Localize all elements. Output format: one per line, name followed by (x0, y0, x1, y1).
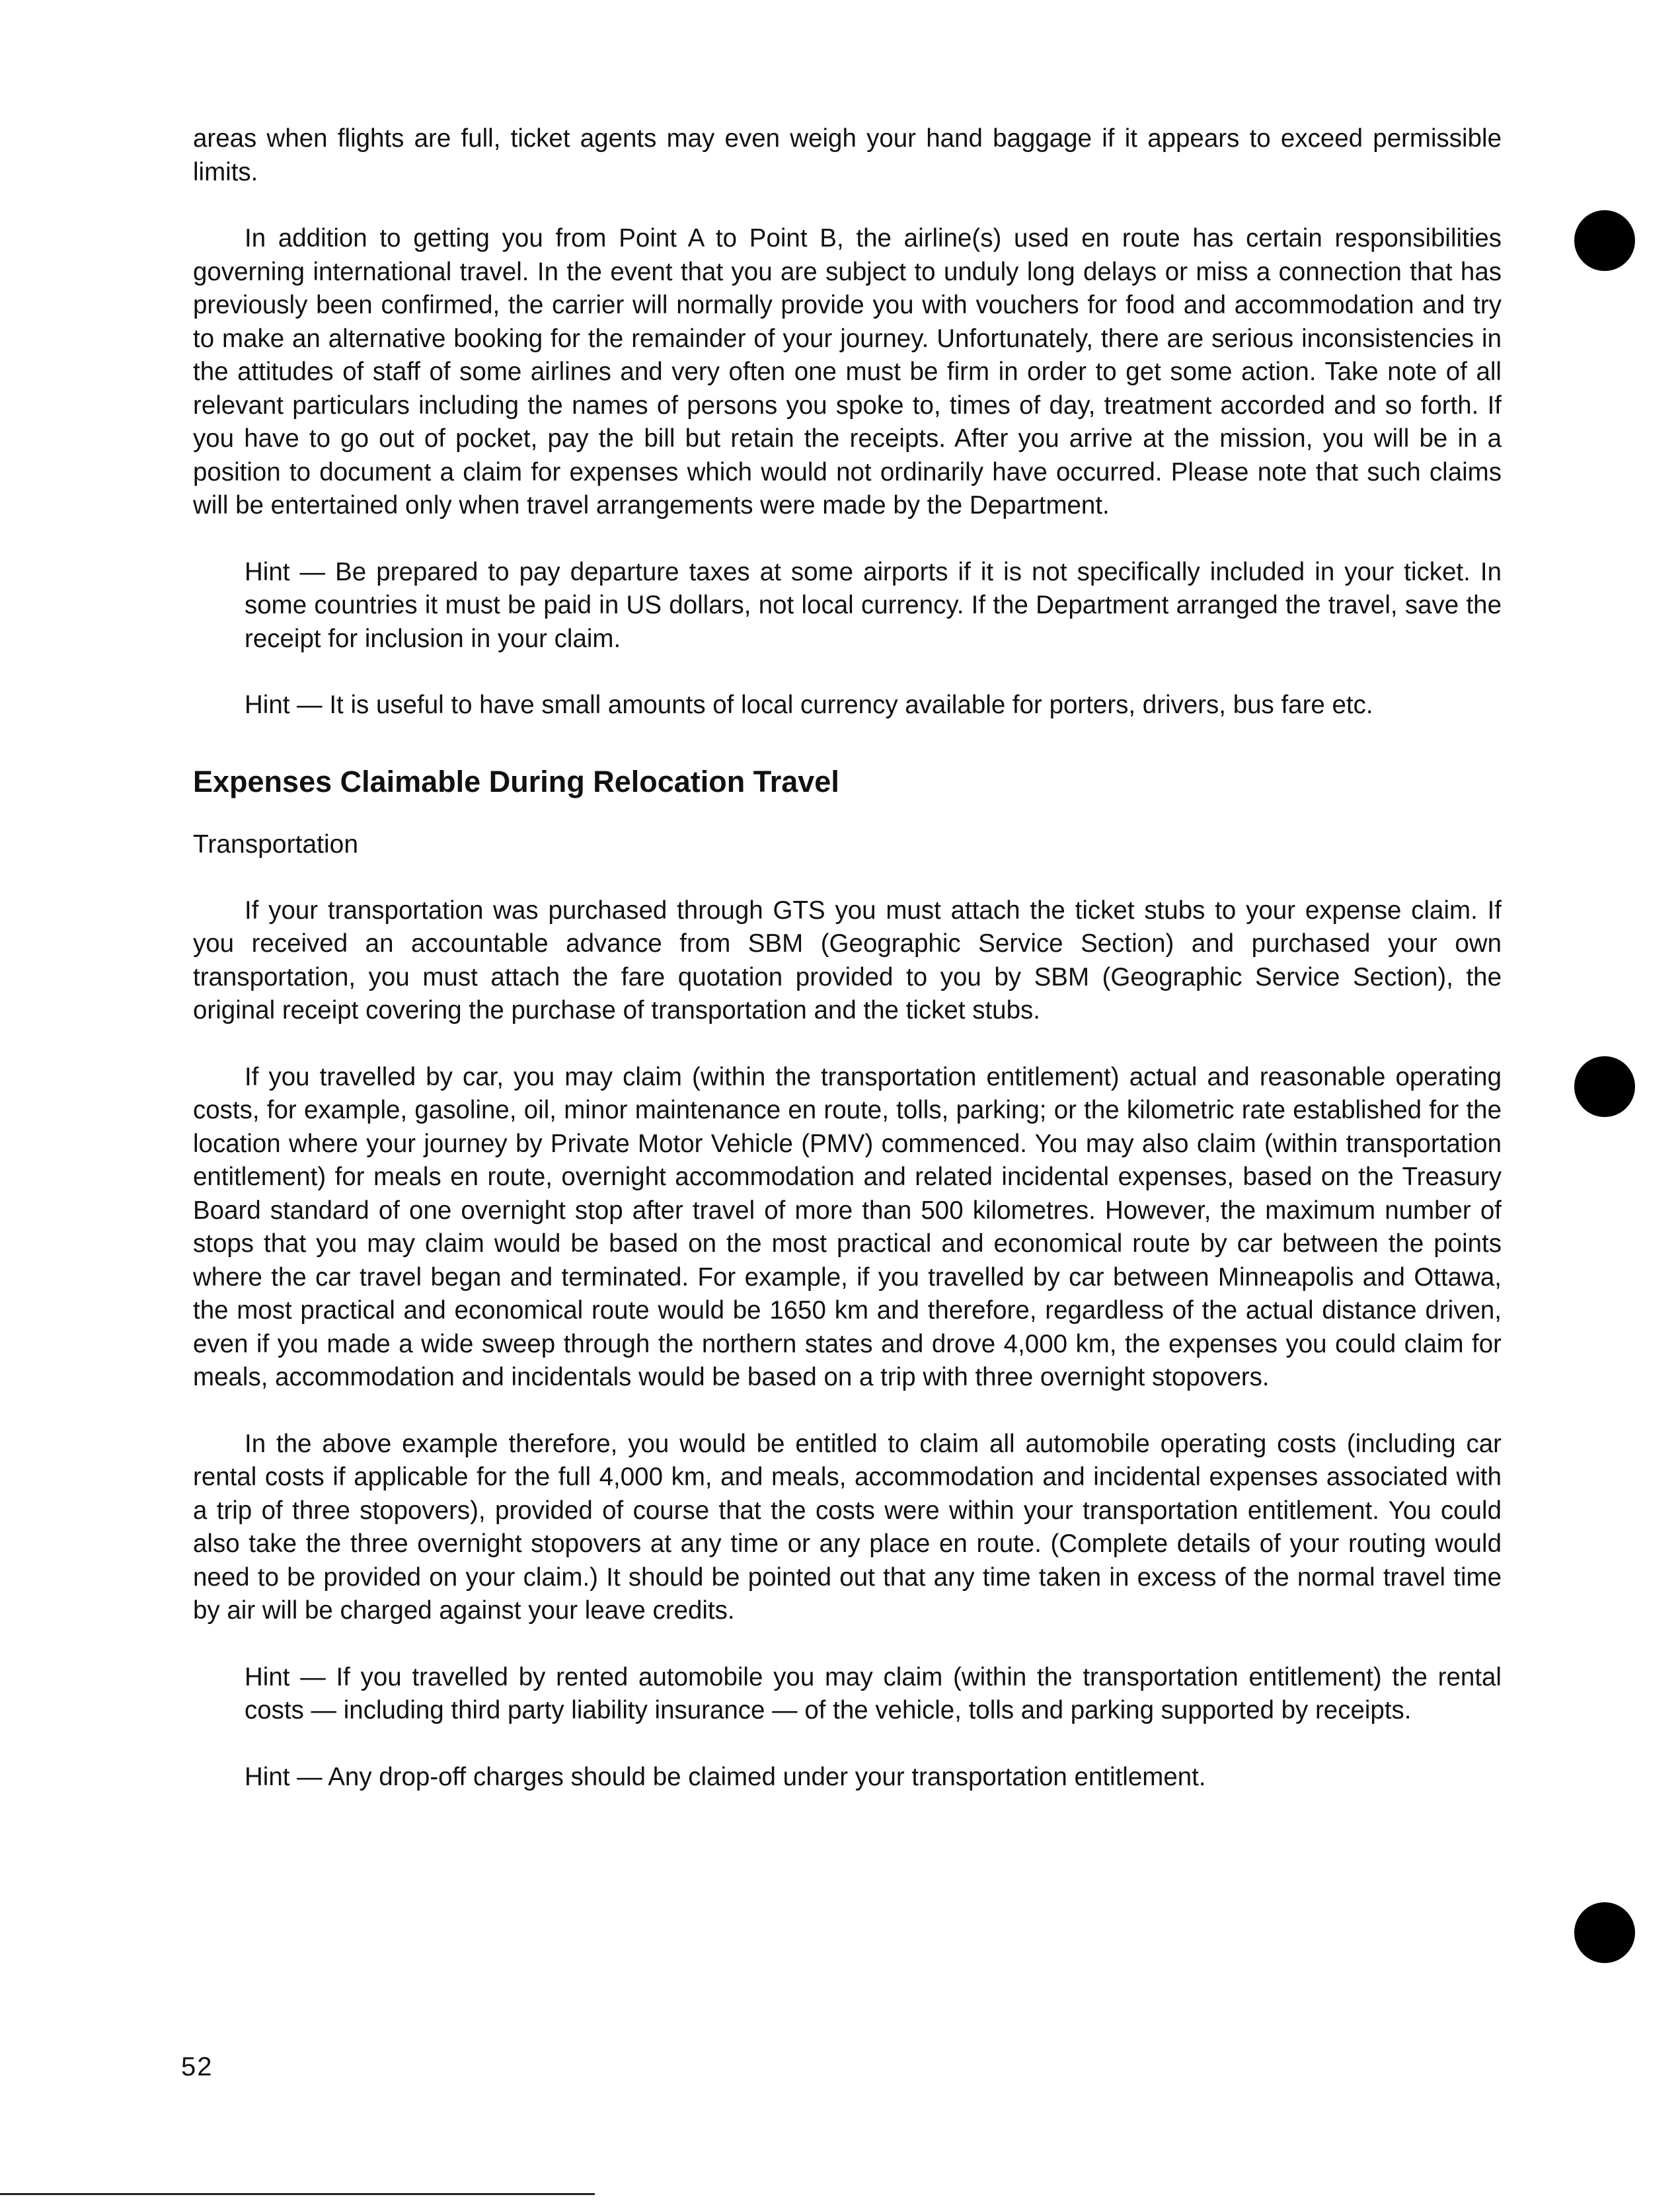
hint-drop-off-charges: Hint — Any drop-off charges should be claimed under your transportation entitlement. (245, 1762, 1206, 1791)
page-number: 52 (181, 2052, 213, 2081)
paragraph-gts-tickets: If your transportation was purchased through GTS you must attach the ticket stubs to your expense claim. If you received an accountable advance from SBM (Geographic Service Section) and purchased your own transportation, you must attach the fare quotation provided to you by SBM (Geographic Service Section), the original receipt covering the purchase of transportation and the ticket stubs. (193, 896, 1502, 1024)
paragraph-travel-by-car: If you travelled by car, you may claim (within the transportation entitlement) actual and reasonable operating costs, for example, gasoline, oil, minor maintenance en route, tolls, parking; or the kilometric rate established for the location where your journey by Private Motor Vehicle (PMV) commenced. You may also claim (within transportation entitlement) for meals en route, overnight accommodation and related incidental expenses, based on the Treasury Board standard of one overnight stop after travel of more than 500 kilometres. However, the maximum number of stops that you may claim would be based on the most practical and economical route by car between the points where the car travel began and terminated. For example, if you travelled by car between Minneapolis and Ottawa, the most practical and economical route would be 1650 km and therefore, regardless of the actual distance driven, even if you made a wide sweep through the northern states and drove 4,000 km, the expenses you could claim for meals, accommodation and incidentals would be based on a trip with three overnight stopovers. (193, 1062, 1502, 1391)
punch-hole-top-icon (1574, 210, 1635, 271)
paragraph-example-costs: In the above example therefore, you would be entitled to claim all automobile operating costs (including car rental costs if applicable for the full 4,000 km, and meals, accommodation and incidental expenses associated with a trip of three stopovers), provided of course that the costs were within your transportation entitlement. You could also take the three overnight stopovers at any time or any place en route. (Complete details of your routing would need to be provided on your claim.) It should be pointed out that any time taken in excess of the normal travel time by air will be charged against your leave credits. (193, 1429, 1502, 1625)
punch-hole-middle-icon (1574, 1056, 1635, 1117)
subsection-heading: Transportation (193, 830, 359, 859)
bottom-divider (0, 2193, 595, 2195)
hint-rented-automobile: Hint — If you travelled by rented automobile you may claim (within the transportation entitlement) the rental costs — including third party liability insurance — of the vehicle, tolls and parking supported by receipts. (245, 1662, 1502, 1724)
document-body (193, 122, 1502, 1794)
hint-local-currency: Hint — It is useful to have small amounts of local currency available for porters, drivers, bus fare etc. (245, 691, 1373, 719)
paragraph-airline-responsibilities: In addition to getting you from Point A to Point B, the airline(s) used en route has certain responsibilities governing international travel. In the event that you are subject to unduly long delays or miss a connection that has previously been confirmed, the carrier will normally provide you with vouchers for food and accommodation and try to make an alternative booking for the remainder of your journey. Unfortunately, there are serious inconsistencies in the attitudes of staff of some airlines and very often one must be firm in order to get some action. Take note of all relevant particulars including the names of persons you spoke to, times of day, treatment accorded and so forth. If you have to go out of pocket, pay the bill but retain the receipts. After you arrive at the mission, you will be in a position to document a claim for expenses which would not ordinarily have occurred. Please note that such claims will be entertained only when travel arrangements were made by the Department. (193, 224, 1502, 520)
hint-departure-taxes: Hint — Be prepared to pay departure taxes at some airports if it is not specifically included in your ticket. In some countries it must be paid in US dollars, not local currency. If the Department arranged the travel, save the receipt for inclusion in your claim. (245, 557, 1502, 653)
section-heading: Expenses Claimable During Relocation Travel (193, 764, 839, 798)
punch-hole-bottom-icon (1574, 1902, 1635, 1963)
paragraph-baggage: areas when flights are full, ticket agents may even weigh your hand baggage if it appears to exceed permissible limits. (193, 124, 1502, 186)
